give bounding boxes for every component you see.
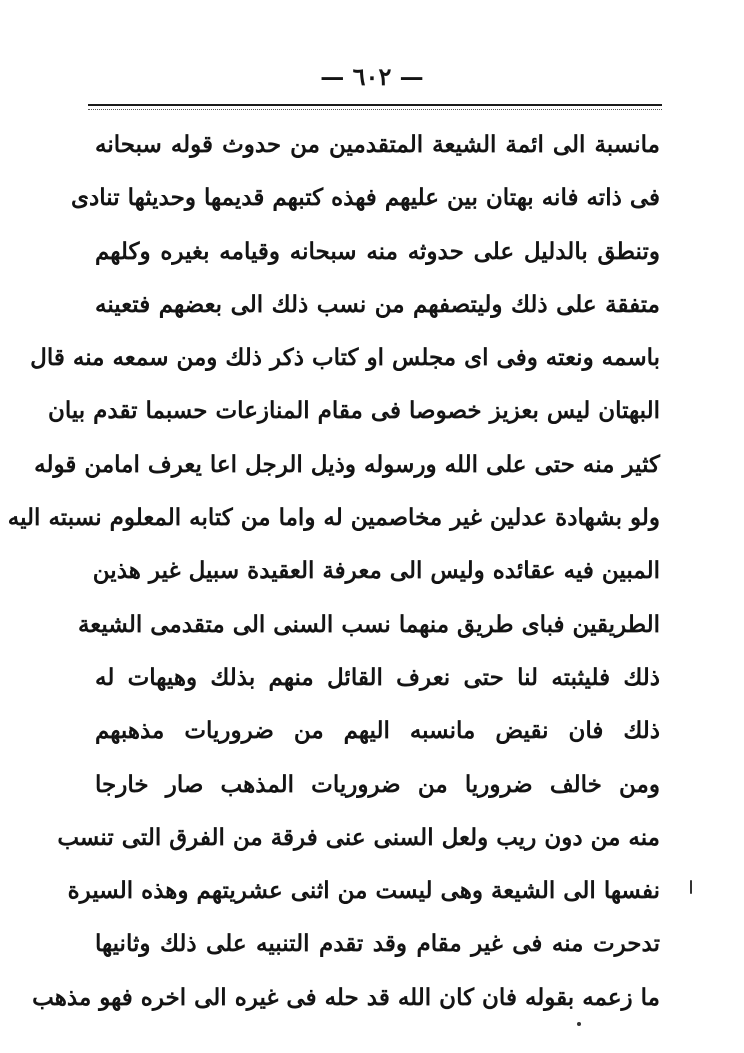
text-line: البهتان ليس بعزيز خصوصا فى مقام المنازعات حسبما تقدم بيان bbox=[47, 397, 660, 425]
scan-speck bbox=[690, 880, 692, 894]
text-line: المبين فيه عقائده وليس الى معرفة العقيدة سبيل غير هذين bbox=[92, 557, 660, 585]
text-line: ولو بشهادة عدلين غير مخاصمين له واما من كتابه المعلوم نسبته اليه bbox=[7, 504, 660, 532]
scan-speck bbox=[577, 1022, 581, 1026]
text-line: متفقة على ذلك وليتصفهم من نسب ذلك الى بعضهم فتعينه bbox=[95, 290, 660, 318]
text-line: فى ذاته فانه بهتان بين عليهم فهذه كتبهم قديمها وحديثها تنادى bbox=[71, 184, 660, 212]
text-line: منه من دون ريب ولعل السنى عنى فرقة من الفرق التى تنسب bbox=[57, 823, 660, 851]
text-line: الطريقين فباى طريق منهما نسب السنى الى متقدمى الشيعة bbox=[77, 610, 660, 638]
text-line: ما زعمه بقوله فان كان الله قد حله فى غيره الى اخره فهو مذهب bbox=[32, 983, 660, 1011]
text-line: باسمه ونعته وفى اى مجلس او كتاب ذكر ذلك ومن سمعه منه قال bbox=[30, 344, 660, 372]
text-line: كثير منه حتى على الله ورسوله وذيل الرجل اعا يعرف امامن قوله bbox=[34, 450, 660, 478]
text-line: مانسبة الى ائمة الشيعة المتقدمين من حدوث قوله سبحانه bbox=[95, 131, 660, 158]
text-line: ومن خالف ضروريا من ضروريات المذهب صار خارجا bbox=[95, 770, 660, 798]
header-rule bbox=[88, 104, 662, 106]
body-text bbox=[7, 118, 660, 1024]
page-number: — ٦٠٢ — bbox=[320, 62, 424, 91]
text-line: ذلك فان نقيض مانسبه اليهم من ضروريات مذهبهم bbox=[95, 717, 660, 745]
header-rule-dotted bbox=[88, 109, 662, 110]
text-line: ذلك فليثبته لنا حتى نعرف القائل منهم بذلك وهيهات له bbox=[95, 663, 660, 691]
text-line: نفسها الى الشيعة وهى ليست من اثنى عشريتهم وهذه السيرة bbox=[67, 877, 660, 905]
text-line: تدحرت منه فى غير مقام وقد تقدم التنبيه على ذلك وثانيها bbox=[95, 930, 660, 958]
text-line: وتنطق بالدليل على حدوثه منه سبحانه وقيامه بغيره وكلهم bbox=[95, 237, 660, 265]
